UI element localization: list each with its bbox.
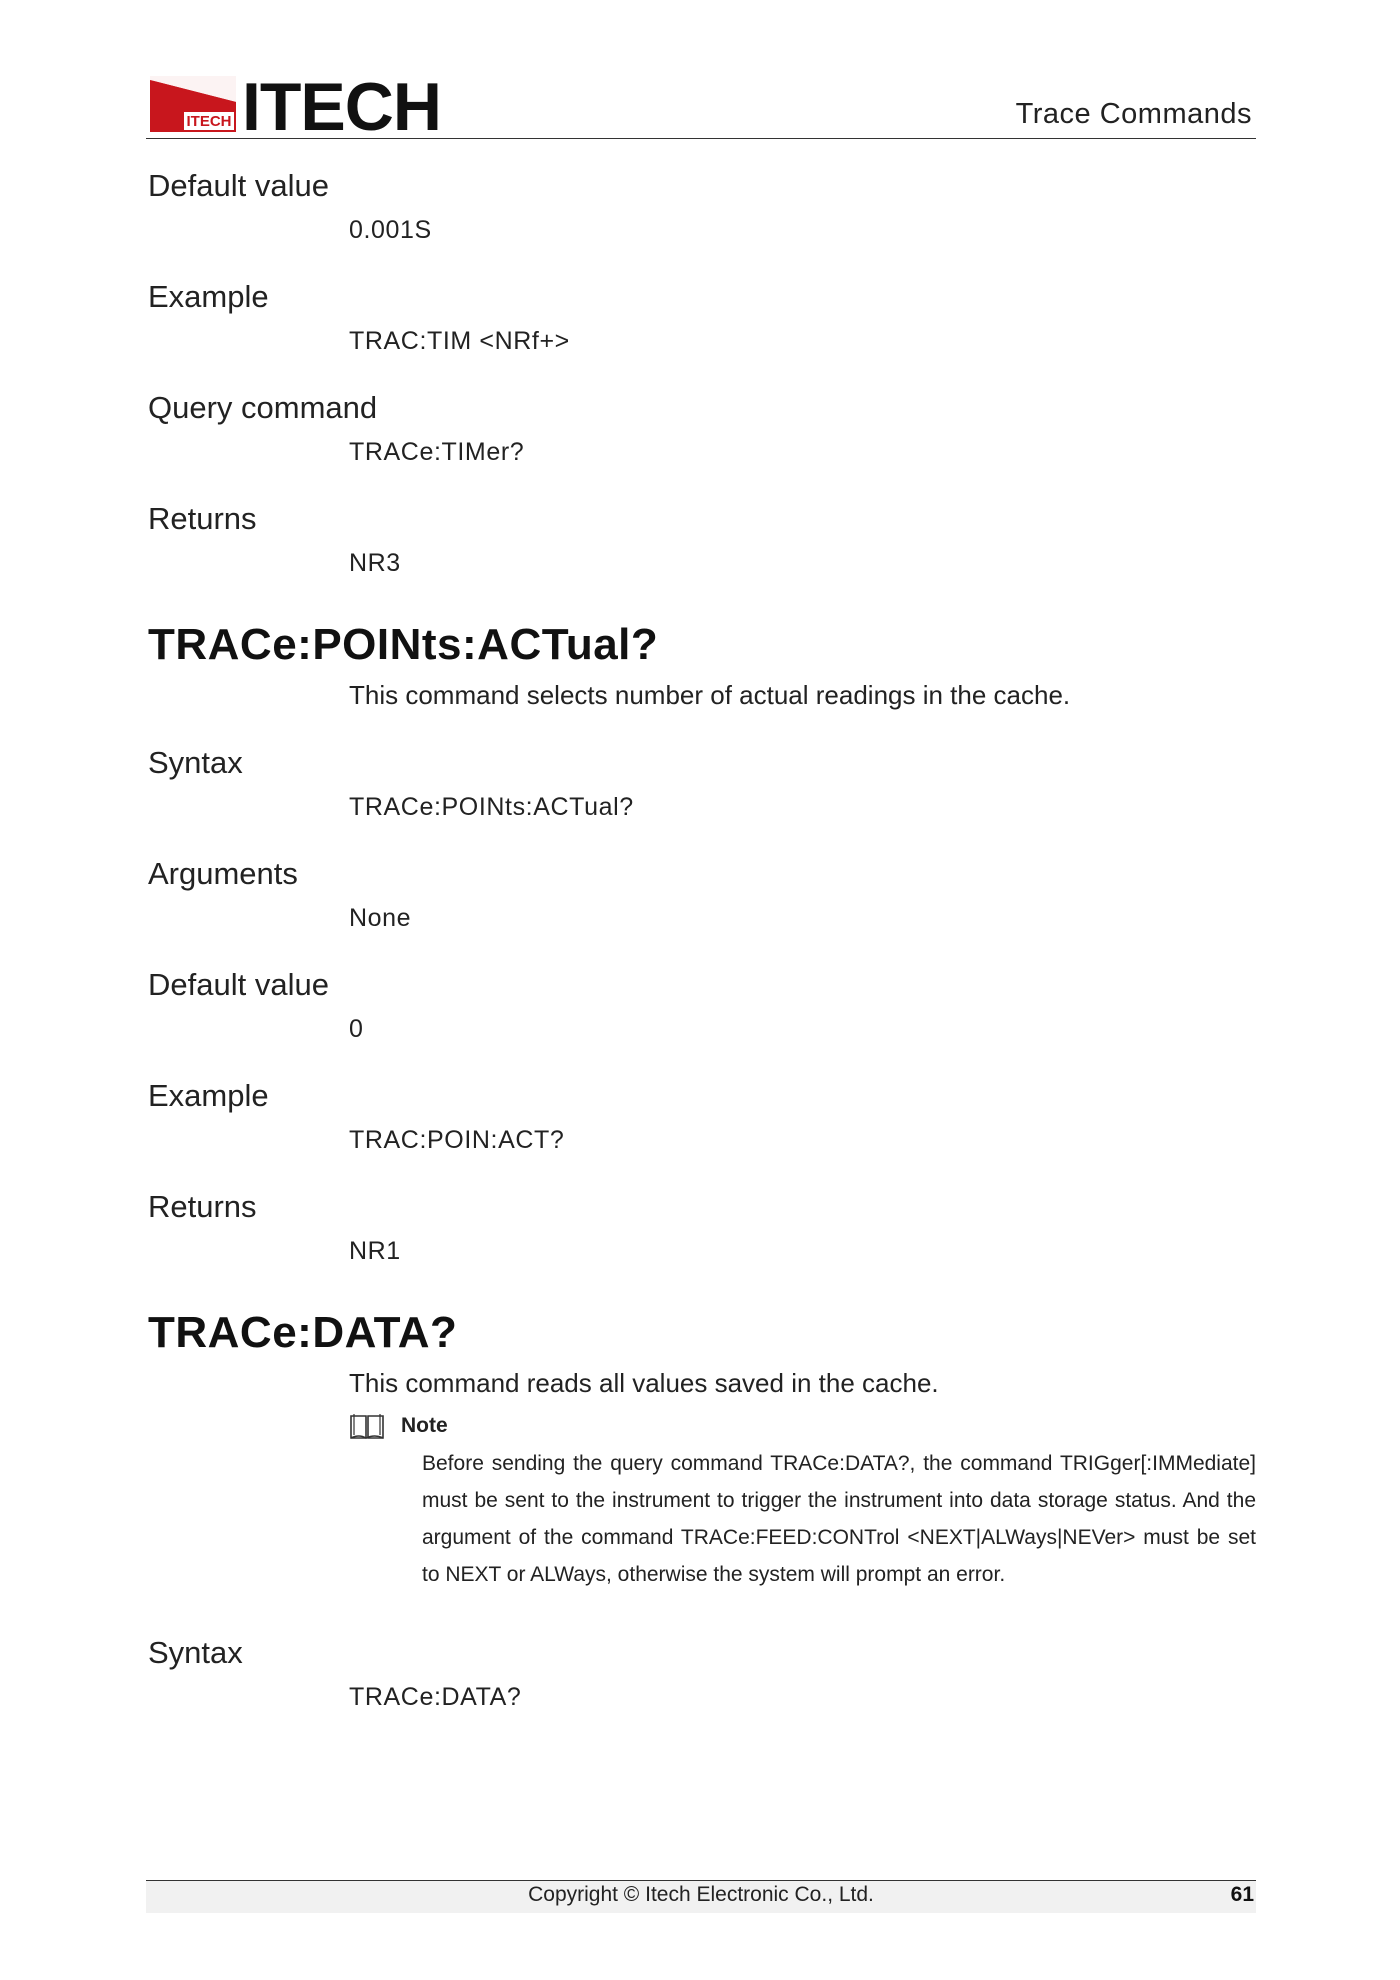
label-returns: Returns	[148, 1189, 257, 1224]
label-arguments: Arguments	[148, 856, 298, 891]
value-returns: NR3	[349, 549, 401, 577]
note-text: Before sending the query command TRACe:DATA?, the command TRIGger[:IMMediate] must be sent to the instrument to trigger the instrument into data storage status. And the argument of the command TRACe:FEED:CONTrol <NEXT|ALWays|NEVer> must be set to NEXT or ALWays, otherwise the system will prompt an error.	[422, 1452, 1256, 1586]
label-example: Example	[148, 279, 269, 314]
value-arguments: None	[349, 904, 412, 932]
itech-logo	[150, 72, 470, 136]
label-default-value: Default value	[148, 967, 329, 1002]
label-returns: Returns	[148, 501, 257, 536]
command-heading-points-actual: TRACe:POINts:ACTual?	[148, 620, 659, 669]
label-default-value: Default value	[148, 168, 329, 203]
value-syntax: TRACe:DATA?	[349, 1683, 522, 1711]
value-default-value: 0.001S	[349, 216, 432, 244]
page-number: 61	[1230, 1883, 1254, 1906]
value-example: TRAC:POIN:ACT?	[349, 1126, 565, 1154]
label-syntax: Syntax	[148, 745, 243, 780]
label-query-command: Query command	[148, 390, 378, 425]
value-syntax: TRACe:POINts:ACTual?	[349, 793, 634, 821]
command-heading-data: TRACe:DATA?	[148, 1308, 458, 1357]
label-example: Example	[148, 1078, 269, 1113]
page-footer	[146, 1880, 1256, 1913]
value-example: TRAC:TIM <NRf+>	[349, 327, 570, 355]
label-syntax: Syntax	[148, 1635, 243, 1670]
value-returns: NR1	[349, 1237, 401, 1265]
book-icon	[349, 1411, 385, 1441]
note-title: Note	[401, 1414, 448, 1437]
value-default-value: 0	[349, 1015, 364, 1043]
value-query-command: TRACe:TIMer?	[349, 438, 525, 466]
note-box	[148, 1411, 1256, 1593]
logo-badge-text: ITECH	[186, 113, 232, 130]
footer-copyright: Copyright © Itech Electronic Co., Ltd.	[528, 1883, 874, 1906]
page-header	[146, 72, 1256, 139]
header-section-title: Trace Commands	[1015, 98, 1252, 130]
page-content	[148, 168, 1256, 1712]
command-description: This command selects number of actual readings in the cache.	[349, 680, 1071, 710]
logo-wordmark: ITECH	[242, 72, 441, 136]
command-description: This command reads all values saved in the cache.	[349, 1368, 939, 1398]
